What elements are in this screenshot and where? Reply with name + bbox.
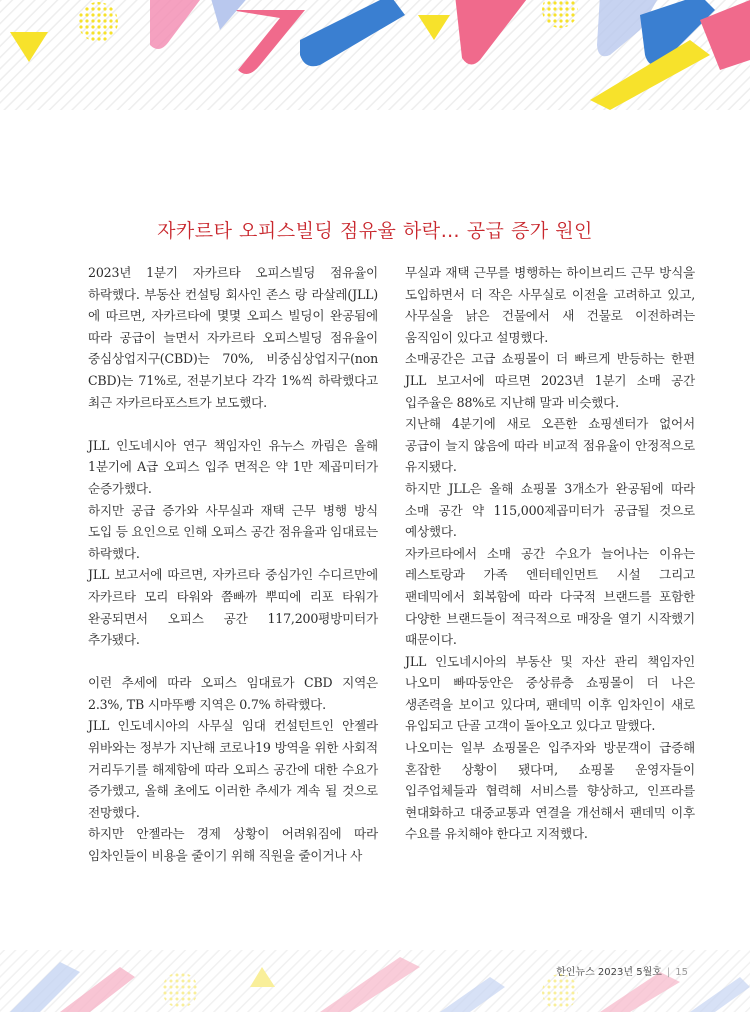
paragraph: 소매공간은 고급 쇼핑몰이 더 빠르게 반등하는 한편 JLL 보고서에 따르면 2023년 1분기 소매 공간 입주율은 88%로 지난해 말과 비슷했다.	[405, 351, 695, 410]
paragraph: 하지만 JLL은 올해 쇼핑몰 3개소가 완공됨에 따라 소매 공간 약 115,000제곱미터가 공급될 것으로 예상했다.	[405, 480, 695, 540]
paragraph: 자카르타에서 소매 공간 수요가 늘어나는 이유는 레스토랑과 가족 엔터테인먼트 시설 그리고 팬데믹에서 회복함에 따라 다국적 브랜드를 포함한 다양한 브랜드들이 적극적으로 매장을 열기 시작했기 때문이다.	[405, 545, 695, 648]
paragraph: JLL 인도네시아의 사무실 임대 컨설턴트인 안젤라 위바와는 정부가 지난해 코로나19 방역을 위한 사회적 거리두기를 해제함에 따라 오피스 공간에 대한 수요가 증가했고, 올해 초에도 이러한 추세가 계속 될 것으로 전망했다.	[88, 718, 378, 820]
paragraph: 무실과 재택 근무를 병행하는 하이브리드 근무 방식을 도입하면서 더 작은 사무실로 이전을 고려하고 있고, 사무실을 낡은 건물에서 새 건물로 이전하려는 움직임이 있다고 설명했다.	[405, 265, 695, 345]
paragraph: 하지만 안젤라는 경제 상황이 어려워짐에 따라 임차인들이 비용을 줄이기 위해 직원을 줄이거나 사	[88, 826, 378, 864]
paragraph: 지난해 4분기에 새로 오픈한 쇼핑센터가 없어서 공급이 늘지 않음에 따라 비교적 점유율이 안정적으로 유지됐다.	[405, 416, 695, 475]
page-footer	[556, 963, 688, 978]
paragraph: JLL 인도네시아의 부동산 및 자산 관리 책임자인 나오미 빠따둥안은 중상류층 쇼핑몰이 더 나은 생존력을 보이고 있다며, 팬데믹 이후 임차인이 새로 유입되고 단골 고객이 돌아오고 있다고 말했다.	[405, 653, 695, 734]
page-number: 15	[675, 967, 688, 978]
paragraph: 2023년 1분기 자카르타 오피스빌딩 점유율이 하락했다. 부동산 컨설팅 회사인 존스 랑 라살레(JLL)에 따르면, 자카르타에 몇몇 오피스 빌딩이 완공됨에 따라 공급이 늘면서 자카르타 오피스빌딩 점유율이 중심상업지구(CBD)는 70%, 비중심상업지구(non CBD)는 71%로, 전분기보다 각각 1%씩 하락했다고 최근 자카르타포스트가 보도했다.	[88, 265, 378, 410]
article-title: 자카르타 오피스빌딩 점유율 하락… 공급 증가 원인	[157, 220, 593, 242]
paragraph: 하지만 공급 증가와 사무실과 재택 근무 병행 방식 도입 등 요인으로 인해 오피스 공간 점유율과 임대료는 하락했다.	[88, 502, 378, 561]
header-decoration	[0, 0, 750, 120]
article-column-right	[405, 262, 695, 845]
paragraph: 이런 추세에 따라 오피스 임대료가 CBD 지역은 2.3%, TB 시마뚜빵 지역은 0.7% 하락했다.	[88, 675, 378, 712]
paragraph: 나오미는 일부 쇼핑몰은 입주자와 방문객이 급증해 혼잡한 상황이 됐다며, 쇼핑몰 운영자들이 입주업체들과 협력해 서비스를 향상하고, 인프라를 현대화하고 대중교통과 연결을 개선해서 팬데믹 이후 수요를 유치해야 한다고 지적했다.	[405, 740, 695, 842]
paragraph: JLL 인도네시아 연구 책임자인 유누스 까림은 올해 1분기에 A급 오피스 입주 면적은 약 1만 제곱미터가 순증가했다.	[88, 437, 378, 496]
publication-label: 한인뉴스 2023년 5월호	[556, 967, 662, 978]
footer-separator: |	[666, 967, 671, 978]
paragraph: JLL 보고서에 따르면, 자카르타 중심가인 수디르만에 자카르타 모리 타워와 쯤빠까 뿌띠에 리포 타워가 완공되면서 오피스 공간 117,200평방미터가 추가됐다.	[88, 567, 378, 648]
article-column-left	[88, 262, 378, 867]
